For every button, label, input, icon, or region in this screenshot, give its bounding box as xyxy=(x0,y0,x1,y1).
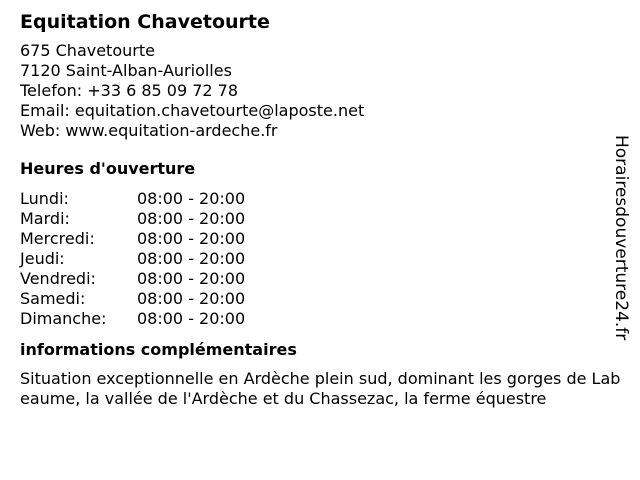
hours-time: 08:00 - 20:00 xyxy=(137,269,246,288)
phone-line: Telefon: +33 6 85 09 72 78 xyxy=(20,81,239,100)
hours-table xyxy=(20,189,625,329)
info-heading: informations complémentaires xyxy=(20,340,297,359)
hours-row-dimanche xyxy=(20,309,625,329)
hours-day: Mardi: xyxy=(20,209,70,228)
hours-time: 08:00 - 20:00 xyxy=(137,229,246,248)
info-description: Situation exceptionnelle en Ardèche plein sud, dominant les gorges de Labeaume, la vallée de l'Ardèche et du Chassezac, la ferme équestre xyxy=(20,369,621,408)
hours-row-vendredi xyxy=(20,269,625,289)
address-street: 675 Chavetourte xyxy=(20,41,155,60)
hours-day: Lundi: xyxy=(20,189,69,208)
business-card xyxy=(20,10,625,409)
web-line: Web: www.equitation-ardeche.fr xyxy=(20,121,278,140)
hours-day: Samedi: xyxy=(20,289,86,308)
hours-day: Jeudi: xyxy=(20,249,65,268)
hours-row-samedi xyxy=(20,289,625,309)
hours-heading: Heures d'ouverture xyxy=(20,159,196,178)
hours-time: 08:00 - 20:00 xyxy=(137,289,246,308)
hours-time: 08:00 - 20:00 xyxy=(137,189,246,208)
hours-row-mardi xyxy=(20,209,625,229)
business-name: Equitation Chavetourte xyxy=(20,11,270,33)
email-line: Email: equitation.chavetourte@laposte.net xyxy=(20,101,365,120)
hours-time: 08:00 - 20:00 xyxy=(137,249,246,268)
site-watermark: Horairesdouverture24.fr xyxy=(611,135,631,341)
address-city: 7120 Saint-Alban-Auriolles xyxy=(20,61,232,80)
hours-row-lundi xyxy=(20,189,625,209)
contact-block xyxy=(20,41,625,141)
hours-row-mercredi xyxy=(20,229,625,249)
hours-time: 08:00 - 20:00 xyxy=(137,309,246,328)
hours-day: Vendredi: xyxy=(20,269,96,288)
hours-row-jeudi xyxy=(20,249,625,269)
hours-day: Dimanche: xyxy=(20,309,107,328)
hours-time: 08:00 - 20:00 xyxy=(137,209,246,228)
hours-day: Mercredi: xyxy=(20,229,95,248)
